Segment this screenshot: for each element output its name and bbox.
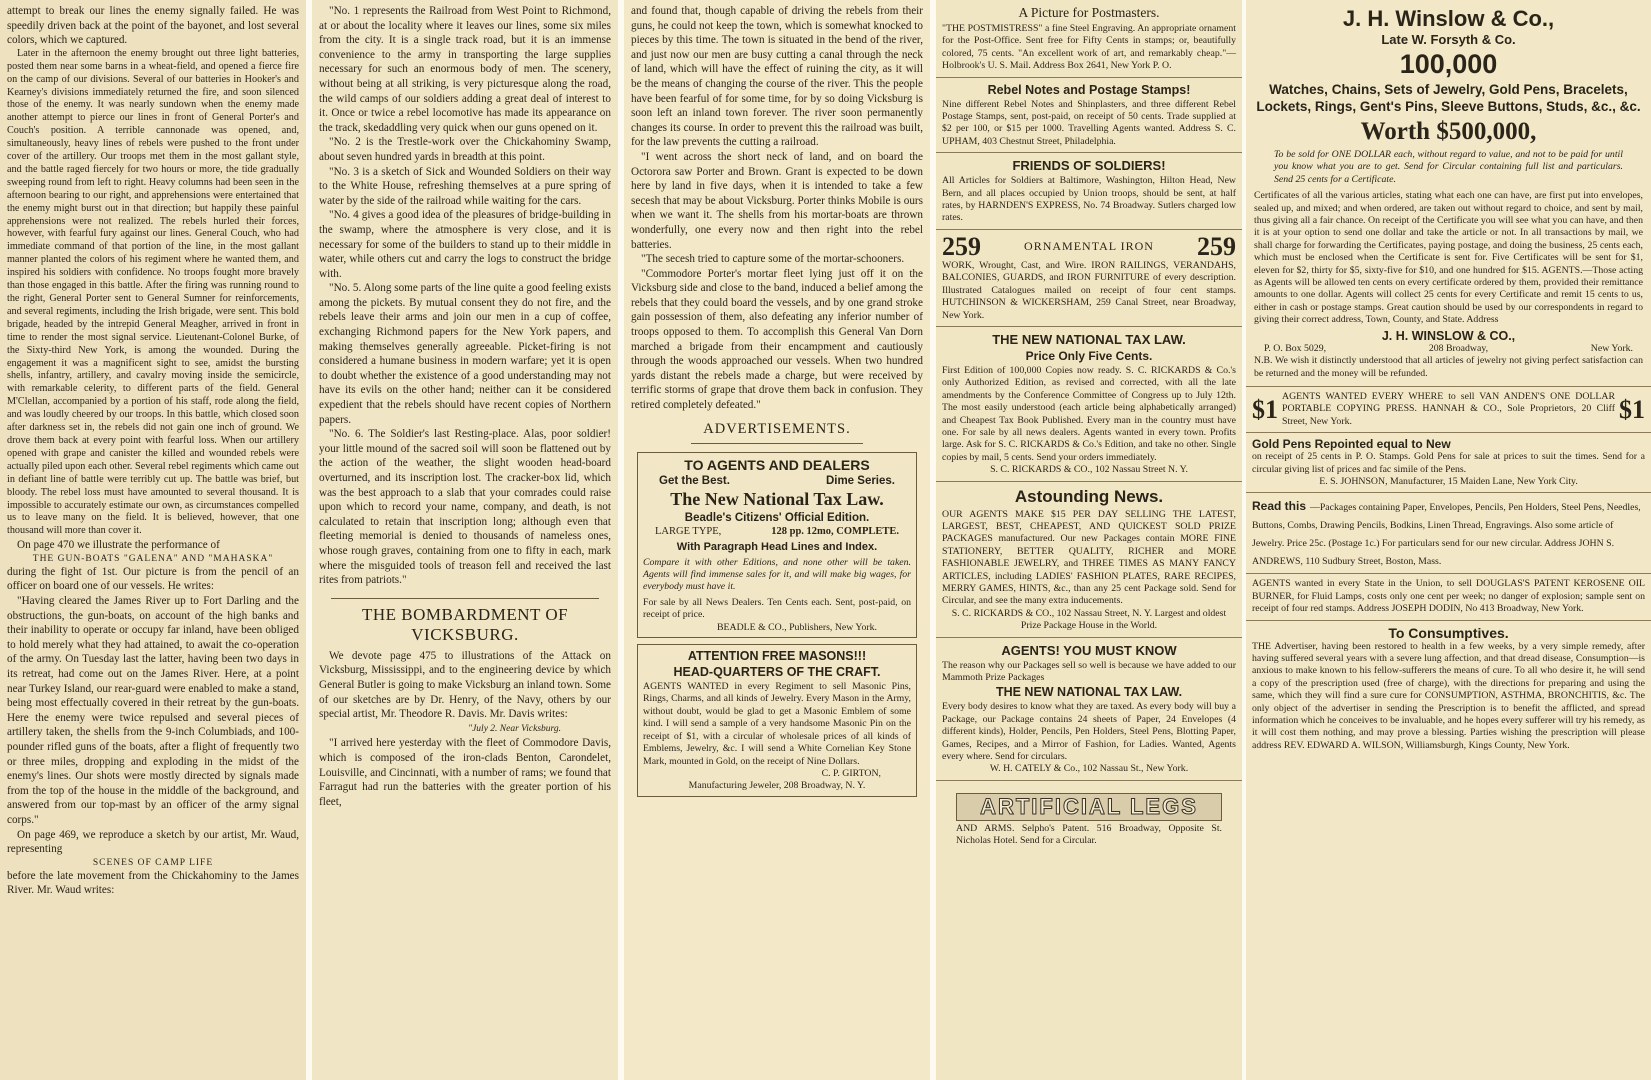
winslow-ad-worth: Worth $500,000, (1360, 118, 1537, 145)
col3-para2: "I went across the short neck of land, and on board the Octorora saw Porter and Brown. Grant is expected to be down here by land in five days, when it is intended to take a few secesh that may be about Vicksburg. Porter thinks Mobile is ours when we want it. The shells from his mortar-boats are thrown wonderfully, one every now and then right into the rebel batteries. (631, 150, 923, 251)
read-this-ad (1246, 493, 1651, 574)
divider (331, 598, 599, 599)
masons-ad-address: Manufacturing Jeweler, 208 Broadway, N. Y. (688, 780, 866, 792)
beadle-ad-sale: For sale by all News Dealers. Ten Cents each. Sent, post-paid, on receipt of price. (643, 596, 911, 621)
astounding-news-ad-sign: S. C. RICKARDS & CO., 102 Nassau Street, N. Y. Largest and oldest Prize Package House in the World. (951, 607, 1227, 632)
beadle-ad-line2: With Paragraph Head Lines and Index. (676, 540, 878, 553)
rebel-notes-ad-title: Rebel Notes and Postage Stamps! (987, 82, 1191, 97)
winslow-ad (1246, 0, 1651, 387)
beadle-ad-big: The New National Tax Law. (670, 488, 884, 509)
col2-para2: "No. 2 is the Trestle-work over the Chickahominy Swamp, about seven hundred yards in breadth at this point. (319, 136, 611, 163)
beadle-ad-right: Dime Series. (825, 474, 895, 487)
col2-para5: "No. 5. Along some parts of the line quite a good feeling exists among the pickets. By mutual consent they do not fire, and the rebels leave their arms and join our men in a cup of coffee, exchanging Richmond papers for the New York papers, and making themselves generally agreeable. Picket-firing is not considered a humane business in modern warfare; yet it is open to doubt whether the existence of a good understanding may not have its evils on the other hand; neither can it be considered expedient that the rebels should have recent copies of Northern papers. (319, 282, 611, 426)
beadle-ad-line1 (643, 524, 911, 539)
friends-soldiers-ad-body: All Articles for Soldiers at Baltimore, Washington, Hilton Head, New Bern, and all places occupied by Union troops, should be sent, at half rates, by HARNDEN'S EXPRESS, No. 74 Broadway. Sutlers charged low rates. (942, 175, 1236, 224)
agents-know-ad-title: AGENTS! YOU MUST KNOW (1001, 642, 1177, 658)
winslow-ad-nb: N.B. We wish it distinctly understood that all articles of jewelry not giving perfect satisfaction can be returned and the money will be refunded. (1254, 355, 1643, 379)
artificial-legs-ad-title: ARTIFICIAL LEGS (956, 793, 1222, 821)
friends-soldiers-ad (936, 153, 1242, 230)
tax-law-ad-body: First Edition of 100,000 Copies now ready. S. C. RICKARDS & Co.'s only Authorized Edition, as revised and corrected, with all the late amendments by the Conference Committee of Congress up to July 12th. The most easily understood (each article being alphabetically arranged) and Cheapest Tax Book Published. Every man in the country must have one. For sale by all news dealers. Agents wanted in every town. Profits large. Ask for S. C. RICKARDS & Co.'s Edition, and take no other. Single copies by mail, 5 cents. Send your orders immediately. (942, 364, 1236, 463)
consumptives-ad-title: To Consumptives. (1388, 624, 1509, 641)
postmasters-ad-body: "THE POSTMISTRESS" a fine Steel Engraving. An appropriate ornament for the Post-Office. Sent free for Fifty Cents in stamps; or, beautifully colored, 75 cents. "An excellent work of art, and remarkably cheap."—Holbrook's U. S. Mail. Address Box 2641, New York P. O. (942, 23, 1236, 72)
copying-press-ad (1246, 387, 1651, 433)
col1-caption-camp-life: SCENES OF CAMP LIFE (92, 857, 214, 868)
col2-para6: "No. 6. The Soldier's last Resting-place. Alas, poor soldier! your little mound of the sacred soil will soon be flattened out by the action of the weather, the slight wooden head-board overturned, and its inscription lost. The cracker-box lid, which was the best approach to a slab that your comrades could raise upon which to record your name, company, and death, is not calculated to retain that inscription long; although even that fleeting memorial is denied to thousands of nameless ones, whose rough graves, containing from one to fifty in each, mark where the misguided tools of treason fell and received the last rites from patriots." (319, 428, 611, 587)
col1-para7: before the late movement from the Chickahominy to the James River. Mr. Waud writes: (7, 869, 299, 897)
agents-know-ad-title2: THE NEW NATIONAL TAX LAW. (995, 685, 1183, 700)
agents-know-ad-sub: The reason why our Packages sell so well is because we have added to our Mammoth Prize Packages (942, 659, 1236, 684)
iron-work-ad-body: WORK, Wrought, Cast, and Wire. IRON RAILINGS, VERANDAHS, BALCONIES, GUARDS, and IRON FURNITURE of every description. Illustrated Catalogues mailed on receipt of four cent stamps. HUTCHINSON & WICKERSHAM, 259 Canal Street, near Broadway, New York. (942, 259, 1236, 321)
tax-law-ad-sign: S. C. RICKARDS & CO., 102 Nassau Street N. Y. (990, 464, 1188, 476)
divider (691, 443, 863, 444)
column-3 (624, 0, 930, 1080)
masons-ad-sign: C. P. GIRTON, (821, 767, 881, 779)
winslow-ad-sign: J. H. WINSLOW & CO., (1381, 328, 1516, 343)
col2-para1: "No. 1 represents the Railroad from West Point to Richmond, at or about the locality where it leaves our lines, some six miles from the city. It is a single track road, but it is an immense convenience to the army in transporting the large supplies necessary for such an enormous body of men. The scenery, without being at all striking, is very picturesque along the road, the wild camps of our soldiers adding a great deal of interest to it. Once or twice a rebel locomotive has made its appearance on the track, skedaddling very quick when our guns opened on it. (319, 5, 611, 134)
col3-para4: "Commodore Porter's mortar fleet lying just off it on the Vicksburg side and close to the band, induced a belief among the rebels that they could board the vessels, and by one grand stroke gain possession of them, also defeating any inferior number of troops opposed to them. To accomplish this General Van Dorn marched a brigade from their encampment and cautiously through the woods approached our vessels. When two hundred yards distant the rebels made a charge, but were received by terrific storms of grape that drove them back in confusion. They retired completely defeated." (631, 267, 923, 412)
agents-know-ad-sign: W. H. CATELY & Co., 102 Nassau St., New York. (989, 763, 1189, 775)
burner-ad-body: AGENTS wanted in every State in the Union, to sell DOUGLAS'S PATENT KEROSENE OIL BURNER, for Fluid Lamps, costs only one cent per week; no danger of explosion; sample sent on receipt of four red stamps. Address JOSEPH DODIN, No 413 Broadway, New York. (1252, 578, 1645, 615)
iron-work-ad-number-left: 259 (942, 231, 981, 261)
col1-para6: On page 469, we reproduce a sketch by our artist, Mr. Waud, representing (7, 828, 299, 856)
masons-ad-title2: HEAD-QUARTERS OF THE CRAFT. (673, 665, 881, 680)
col2-para8: "I arrived here yesterday with the fleet of Commodore Davis, which is composed of the iron-clads Benton, Carondelet, Louisville, and Cincinnati, with a number of rams; we found that Farragut had run the batteries with the greater portion of his fleet, (319, 737, 611, 808)
tax-law-ad-sub: Price Only Five Cents. (1025, 348, 1153, 363)
col2-dateline: "July 2. Near Vicksburg. (468, 723, 561, 734)
gold-pens-ad-body: on receipt of 25 cents in P. O. Stamps. Gold Pens for sale at prices to suit the times. Send for a circular giving list of prices and fac simile of the Pens. (1252, 451, 1645, 475)
winslow-ad-street: 208 Broadway, (1428, 342, 1489, 354)
winslow-ad-number: 100,000 (1399, 49, 1498, 79)
iron-work-ad-number-right: 259 (1196, 231, 1236, 261)
masons-ad-body: AGENTS WANTED in every Regiment to sell Masonic Pins, Rings, Charms, and all kinds of Jewelry. Every Mason in the Army, without doubt, would be glad to get a Masonic Emblem of some kind. I will send a sample of a very handsome Masonic Pin on the receipt of $1, with a circular of wholesale prices of all kinds of Emblems, Jewelry, &c. I will send a White Cornelian Key Stone Mark, mounted in Gold, on the receipt of Nine Dollars. (643, 681, 911, 767)
copying-press-ad-body: AGENTS WANTED EVERY WHERE to sell VAN ANDEN'S ONE DOLLAR PORTABLE COPYING PRESS. HANNAH & CO., Sole Proprietors, 20 Cliff Street, New York. (1282, 390, 1615, 427)
col2-para7: We devote page 475 to illustrations of the Attack on Vicksburg, Mississippi, and to the engineering device by which General Butler is going to make Vicksburg an inland town. Some of our sketches are by Dr. Henry, of the Navy, others by our special artist, Mr. Theodore R. Davis. Mr. Davis writes: (319, 649, 611, 721)
beadle-ad-row (643, 475, 911, 487)
read-this-ad-body: —Packages containing Paper, Envelopes, Pencils, Pen Holders, Steel Pens, Needles, Buttons, Combs, Drawing Pencils, Bodkins, Linen Thread, Engravings. Also some article of Jewelry. Price 25c. (Postage 1c.) For particulars send for our new circular. Address JOHN S. ANDREWS, 110 Sudbury Street, Boston, Mass. (1252, 502, 1641, 568)
beadle-ad-title: TO AGENTS AND DEALERS (684, 456, 870, 473)
col3-para1: and found that, though capable of driving the rebels from their guns, he could not keep the town, which is somewhat knocked to pieces by this time. The town is situated in the bend of the river, and just now our men are busy cutting a canal through the neck of land, which will have the effect of ruining the city, as it will be the means of changing the course of the river. This the people have been fearful of for some time, for by so doing Vicksburg is soon left an inland town forever. The river soon permanently changes its course. In order to prevent this the railroad was built, for the law prevents the cutting a railroad. (631, 5, 923, 149)
tax-law-ad (936, 327, 1242, 482)
postmasters-ad (936, 0, 1242, 78)
copying-press-ad-dollar-left: $1 (1252, 394, 1278, 424)
beadle-ad-body: Compare it with other Editions, and none other will be taken. Agents will find immense sales for it, and will make big wages, for everybody must have it. (643, 556, 911, 593)
astounding-news-ad-title: Astounding News. (1014, 486, 1164, 506)
gold-pens-ad (1246, 433, 1651, 493)
artificial-legs-ad-body: AND ARMS. Selpho's Patent. 516 Broadway, Opposite St. Nicholas Hotel. Send for a Circular. (956, 822, 1222, 847)
agents-know-ad (936, 638, 1242, 781)
burner-ad (1246, 574, 1651, 620)
winslow-ad-address (1254, 343, 1643, 355)
beadle-ad-pages: 128 pp. 12mo, COMPLETE. (771, 525, 899, 537)
col1-para5: "Having cleared the James River up to Fort Darling and the obstructions, the gun-boats, on account of the high banks and their inability to operate or occupy far inland, have been obliged to hold merely what they had attained, to await the co-operation of the army. On Tuesday last the latter, having been two days in its retreat, had come out on the James River. Here, at a point near Turkey Island, our rear-guard were enabled to make a stand, being most effectually covered in their retreat by the gun-boats. Here the enemy were twice repulsed and several pieces of artillery taken, the shells from the 9-inch Columbiads, and 100-pounder rifled guns of the boats, after a flight of frequently two or three miles, dropping and exploding in the midst of the enemy's lines. Our shots were mostly directed by signals made from the top of the house in the middle of the background, and answered from our top-mast by an officer of the army signal corps." (7, 595, 299, 826)
col1-para1: attempt to break our lines the enemy signally failed. He was speedily driven back at the point of the bayonet, and lost several colors, which we captured. (7, 5, 299, 47)
column-4 (936, 0, 1242, 1080)
friends-soldiers-ad-title: FRIENDS OF SOLDIERS! (1012, 158, 1166, 174)
beadle-ad-left: Get the Best. (659, 474, 730, 487)
col2-para4: "No. 4 gives a good idea of the pleasures of bridge-building in the swamp, where the atmosphere is very close, and it is necessary for some of the builders to stand up to their middle in water, while others cut and carry the logs to construct the bridge with. (319, 209, 611, 280)
beadle-ad-sub: Beadle's Citizens' Official Edition. (684, 511, 870, 524)
winslow-ad-list: Watches, Chains, Sets of Jewelry, Gold Pens, Bracelets, Lockets, Rings, Gent's Pins, Sleeve Buttons, Studs, &c., &c. (1256, 82, 1641, 114)
winslow-ad-note: To be sold for ONE DOLLAR each, without regard to value, and not to be paid for until you know what you are to get. Send for Circular containing full list and particulars. Send 25 cents for a Certificate. (1274, 149, 1623, 185)
agents-know-ad-body: Every body desires to know what they are taxed. As every body will buy a Package, our Package contains 24 sheets of Paper, 24 Envelopes (4 different kinds), Holder, Pencils, Pen Holders, Steel Pens, Blotting Paper, Games, Recipes, and a Mirror of Fashion, for Ladies. Wanted, Agents every where. Send for circulars. (942, 701, 1236, 763)
col3-para3: "The secesh tried to capture some of the mortar-schooners. (641, 253, 905, 266)
postmasters-ad-title: A Picture for Postmasters. (1018, 5, 1160, 20)
consumptives-ad-body: THE Advertiser, having been restored to health in a few weeks, by a very simple remedy, after having suffered several years with a severe lung affection, and that dread disease, Consumption—is anxious to make known to his fellow-sufferers the means of cure. To all who desire it, he will send a copy of the prescription used (free of charge), with the directions for preparing and using the same, which they will find a sure cure for CONSUMPTION, ASTHMA, BRONCHITIS, &c. The only object of the advertiser in sending the Prescription is to benefit the afflicted, and spread information which he conceives to be invaluable, and he hopes every sufferer will try his remedy, as it will cost them nothing, and may prove a blessing. Parties wishing the prescription will please address REV. EDWARD A. WILSON, Williamsburgh, Kings County, New York. (1252, 640, 1645, 751)
winslow-ad-city: New York. (1590, 342, 1633, 354)
column-2 (312, 0, 618, 1080)
read-this-ad-title: Read this (1252, 499, 1307, 514)
astounding-news-ad-body: OUR AGENTS MAKE $15 PER DAY SELLING THE LATEST, LARGEST, BEST, CHEAPEST, AND QUICKEST SOLD PRIZE PACKAGES manufactured. Our new Packages contain MORE FINE STATIONERY, BETTER QUALITY, RICHER and MORE FASHIONABLE JEWELRY, and THREE TIMES AS MANY FANCY ARTICLES, including LADIES' FASHION PLATES, RARE RECIPES, MERRY GAMES, HINTS, &c., than any 25 cent Package sold. Send for Circular, and see the many extra inducements. (942, 508, 1236, 607)
astounding-news-ad (936, 482, 1242, 638)
col2-para3: "No. 3 is a sketch of Sick and Wounded Soldiers on their way to the White House, refreshing themselves at a pure spring of water by the side of the railroad while waiting for the cars. (319, 165, 611, 207)
winslow-ad-box: P. O. Box 5029, (1264, 342, 1327, 354)
gold-pens-ad-title: Gold Pens Repointed equal to New (1252, 437, 1451, 452)
winslow-ad-sub: Late W. Forsyth & Co. (1381, 32, 1516, 47)
column-1 (0, 0, 306, 1080)
beadle-ad-large-type: LARGE TYPE, (655, 525, 722, 537)
masons-ad-title1: ATTENTION FREE MASONS!!! (687, 649, 867, 664)
tax-law-ad-title: THE NEW NATIONAL TAX LAW. (992, 331, 1186, 347)
col1-caption-gunboats: THE GUN-BOATS "GALENA" AND "MAHASKA" (32, 553, 274, 564)
beadle-ad (637, 452, 917, 638)
masons-ad (637, 644, 917, 797)
winslow-ad-title: J. H. Winslow & Co., (1342, 6, 1555, 31)
col1-para2: Later in the afternoon the enemy brought out three light batteries, posted them near some barns in a wheat-field, and opened a fierce fire on the camp of our divisions. Several of our batteries in Hooker's and Kearney's divisions immediately returned the fire, and soon silenced those of the enemy. It was nearly sundown when the enemy made another attempt to pierce our lines in front of General Porter's and Couch's position. A terrible cannonade was opened, and, simultaneously, heavy lines of rebels were pushed to the front under cover of the artillery. Our troops met them in the most gallant style, and the battle raged fiercely for two hours or more, the tide gradually sweeping round from left to right. Heavy columns had been seen in the afternoon bearing to our right, and apprehensions were entertained that the enemy might burst out in that direction; but happily these painful apprehensions were not realized. The rebels hurled their forces, however, with fearful fury against our lines. General Couch, who had immediate command of that portion of the line, in the most gallant manner planted the colors of his regiment where he wanted them, and inspired his soldiers with confidence. No troops fought more bravely than those engaged in this battle. After the firing was running round to the right, General Porter sent to General Sumner for reinforcements, and several regiments, including the Irish brigade, were sent. This bold brigade, headed by the intrepid General Meagher, arrived in front in time to render the most signal service. Lieutenant-Colonel Burke, of the Sixty-third New York, is among the wounded. During the engagement it was a magnificent sight to see, amidst the bursting shells, infantry, artillery, and cavalry moving inside the semicircle, with remarkable celerity, to different parts of the field. General M'Clellan, accompanied by a portion of his staff, rode along the field, and was loudly cheered by our troops. In this battle, which closed soon after darkness set in, the rebels did not gain one inch of ground. We drove them back at every point with fearful loss. When our artillery opened with grape and canister the killed and wounded rebels were actually piled upon each other. Several rebel regiments which came out in defiant line of battle were terribly cut up. The battle was brief, but bloody. The rebel loss must have amounted to several thousand. It is impossible to accurately estimate our own, as circumstances compelled us to leave many on the field. It is believed, however, that one thousand will more than cover it. (7, 47, 299, 537)
iron-work-ad (936, 230, 1242, 327)
copying-press-ad-dollar-right: $1 (1619, 394, 1645, 424)
rebel-notes-ad (936, 78, 1242, 154)
col1-para4: during the fight of 1st. Our picture is from the pencil of an officer on board one of our vessels. He writes: (7, 565, 299, 593)
winslow-ad-body: Certificates of all the various articles, stating what each one can have, are first put into envelopes, sealed up, and mixed; and when ordered, are taken out without regard to choice, and sent by mail, thus giving all a fair chance. On receipt of the Certificate you will see what you can have, and then it is at your option to send one dollar and take the article or not. In all transactions by mail, we shall charge for forwarding the Certificates, paying postage, and doing the business, 25 cents each, which must be enclosed when the Certificate is sent for. Five Certificates will be sent for $1, eleven for $2, thirty for $5, sixty-five for $10, and one hundred for $15. AGENTS.—Those acting as Agents will be allowed ten cents on every certificate ordered by them, provided their remittance amounts to one dollar. Agents will collect 25 cents for every Certificate and remit 15 cents to us, either in cash or postage stamps. Great caution should be used by our correspondents in regard to giving their correct address, Town, County, and State. Address (1254, 190, 1643, 326)
artificial-legs-ad (936, 781, 1242, 848)
consumptives-ad (1246, 621, 1651, 757)
rebel-notes-ad-body: Nine different Rebel Notes and Shinplasters, and three different Rebel Postage Stamps, sent, post-paid, on receipt of 50 cents. Trade supplied at $2 per 100, or $15 per 1000. Travelling Agents wanted. Address S. C. UPHAM, 403 Chestnut Street, Philadelphia. (942, 98, 1236, 147)
column-5 (1246, 0, 1651, 1080)
iron-work-ad-header (942, 231, 1236, 261)
gold-pens-ad-sign: E. S. JOHNSON, Manufacturer, 15 Maiden Lane, New York City. (1319, 475, 1578, 487)
advertisements-heading: ADVERTISEMENTS. (703, 420, 851, 437)
beadle-ad-publisher: BEADLE & CO., Publishers, New York. (716, 621, 878, 633)
copying-press-ad-row (1252, 391, 1645, 428)
col1-para3: On page 470 we illustrate the performance of (17, 539, 220, 552)
iron-work-ad-title: ORNAMENTAL IRON (1024, 239, 1154, 254)
vicksburg-heading: THE BOMBARDMENT OF VICKSBURG. (361, 604, 569, 644)
